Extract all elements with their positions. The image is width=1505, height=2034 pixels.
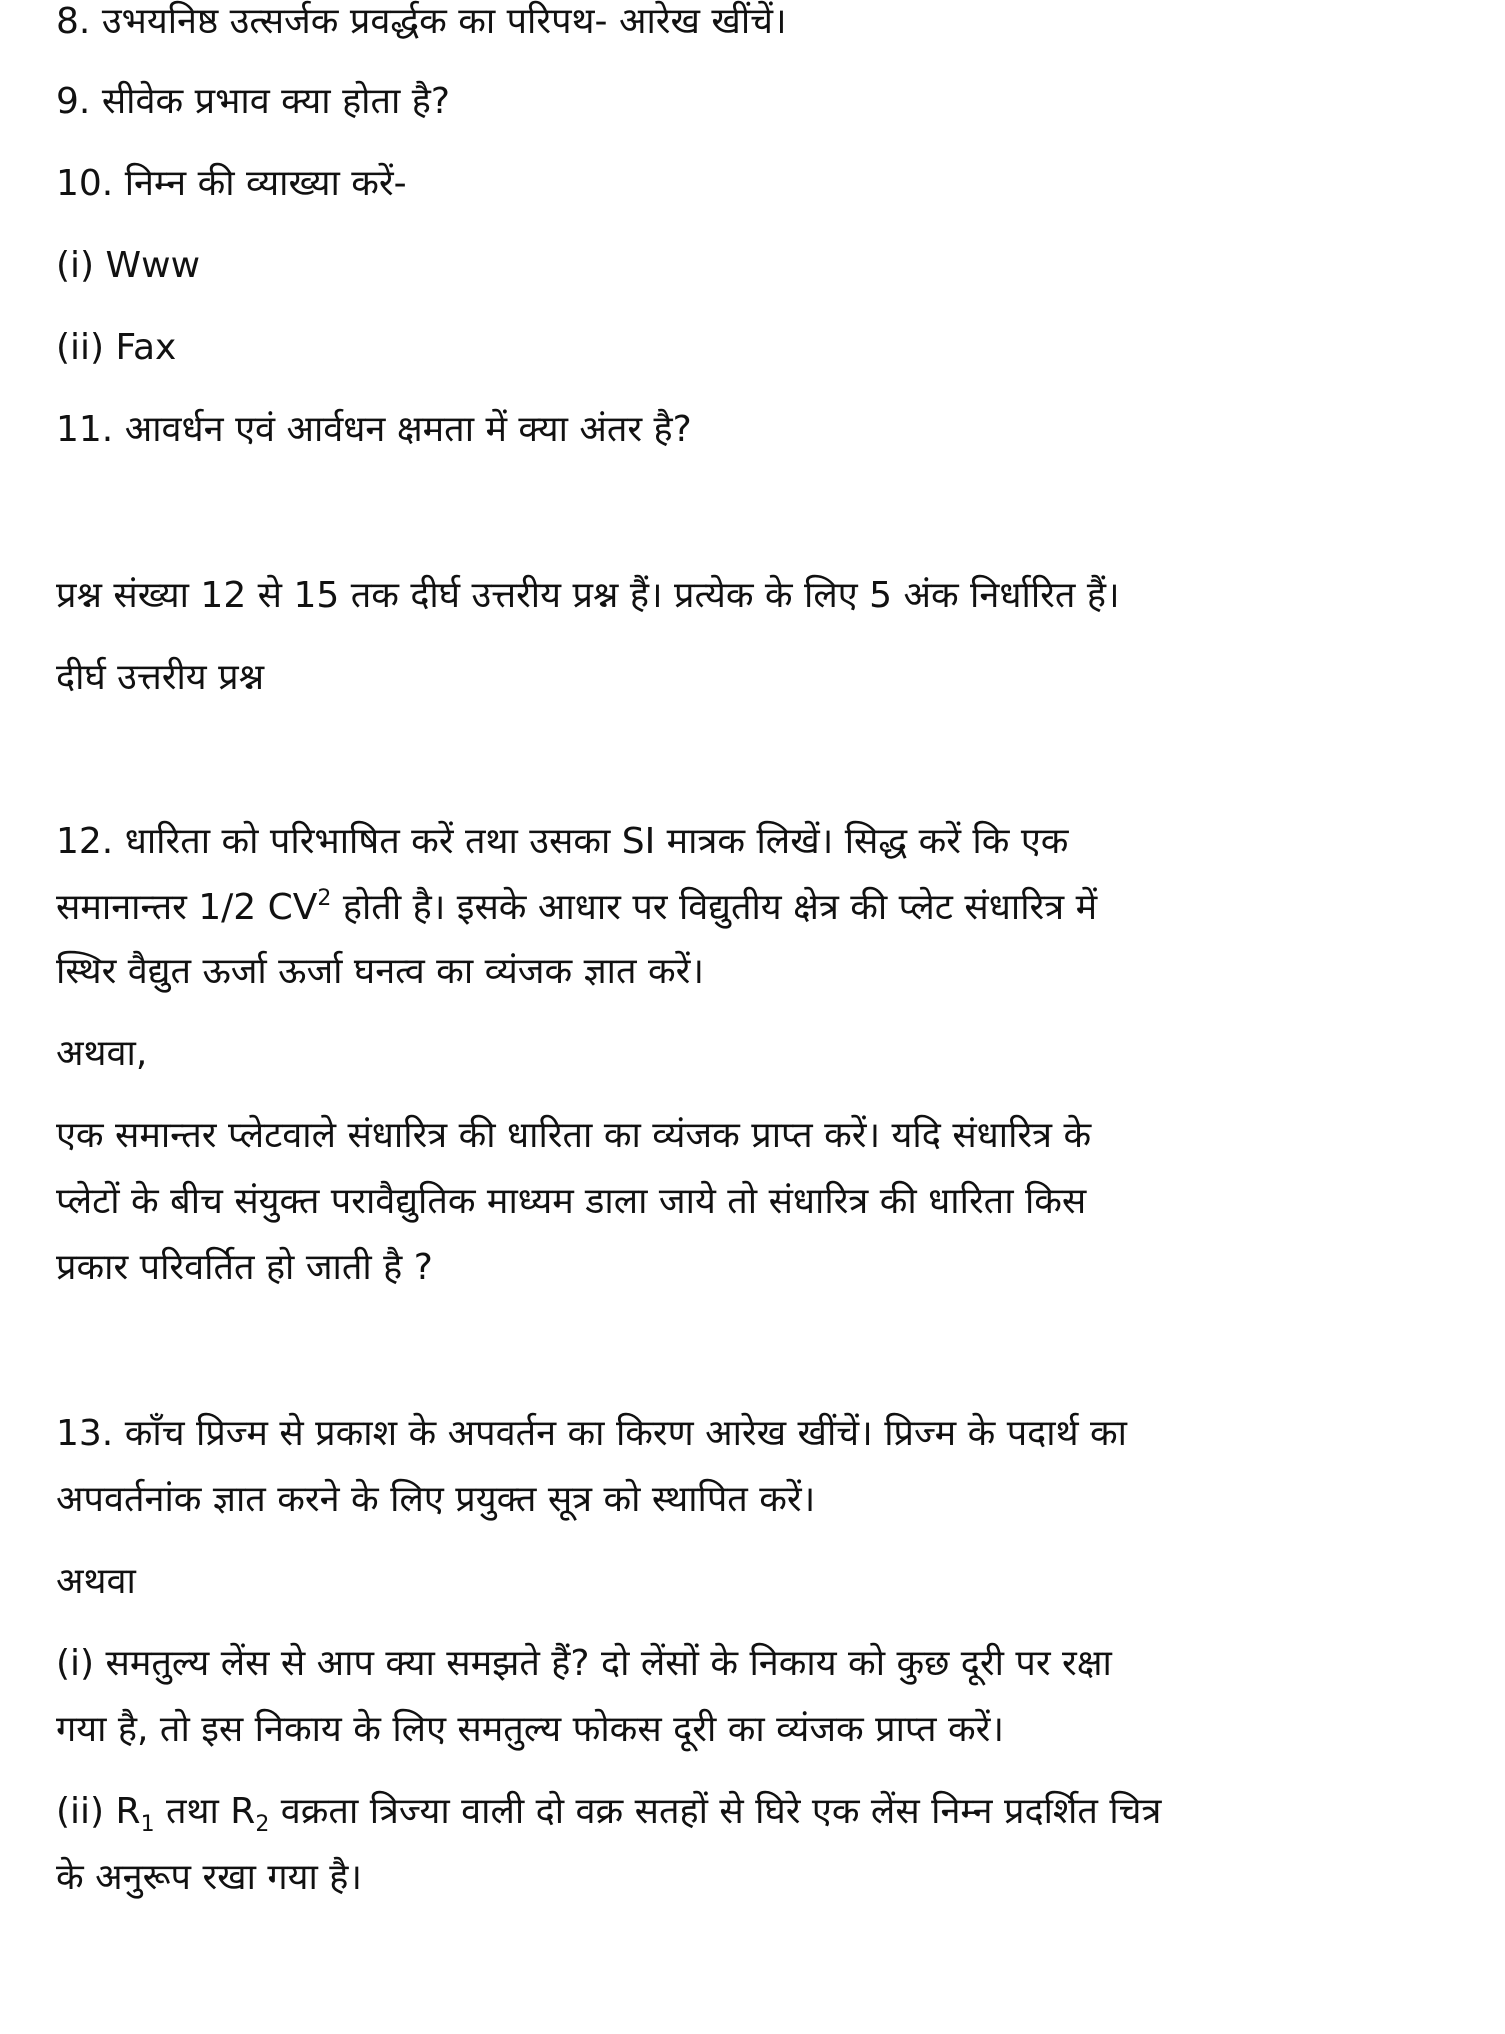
question-text: उभयनिष्ठ उत्सर्जक प्रवर्द्धक का परिपथ- आरेख खींचें। — [101, 1, 787, 42]
question-number: 10. — [56, 163, 114, 204]
question-text: वक्रता त्रिज्या वाली दो वक्र सतहों से घिरे एक लेंस निम्न प्रदर्शित चित्र — [269, 1791, 1162, 1832]
question-12-line-1 — [56, 818, 1068, 866]
question-text: काँच प्रिज्म से प्रकाश के अपवर्तन का किरण आरेख खींचें। प्रिज्म के पदार्थ का — [124, 1413, 1128, 1454]
section-instruction: प्रश्न संख्या 12 से 15 तक दीर्घ उत्तरीय प्रश्न हैं। प्रत्येक के लिए 5 अंक निर्धारित हैं। — [56, 575, 1120, 616]
subscript: 2 — [255, 1812, 270, 1837]
item-text: Www — [105, 245, 201, 286]
question-10 — [56, 160, 407, 208]
question-13-part-i-line-1: (i) समतुल्य लेंस से आप क्या समझते हैं? दो लेंसों के निकाय को कुछ दूरी पर रक्षा — [56, 1643, 1112, 1684]
item-label: (ii) — [56, 327, 105, 368]
question-13-part-i-line-2: गया है, तो इस निकाय के लिए समतुल्य फोकस दूरी का व्यंजक प्राप्त करें। — [56, 1709, 1004, 1750]
question-13-line-1 — [56, 1410, 1127, 1458]
question-number: 13. — [56, 1413, 114, 1454]
question-text: धारिता को परिभाषित करें तथा उसका SI मात्रक लिखें। सिद्ध करें कि एक — [124, 821, 1069, 862]
question-text: समानान्तर 1/2 CV — [56, 887, 318, 928]
question-text: सीवेक प्रभाव क्या होता है? — [101, 81, 451, 122]
question-text: निम्न की व्याख्या करें- — [124, 163, 407, 204]
question-10-item-ii — [56, 324, 176, 372]
section-heading: दीर्घ उत्तरीय प्रश्न — [56, 657, 265, 698]
question-number: 9. — [56, 81, 91, 122]
question-12-line-2 — [56, 884, 1097, 932]
question-11 — [56, 406, 692, 454]
question-text: (ii) R — [56, 1791, 141, 1832]
question-12-alt-line-3: प्रकार परिवर्तित हो जाती है ? — [56, 1247, 433, 1288]
question-13-line-2: अपवर्तनांक ज्ञात करने के लिए प्रयुक्त सूत्र को स्थापित करें। — [56, 1479, 816, 1520]
or-label: अथवा — [56, 1561, 136, 1602]
question-9 — [56, 78, 450, 126]
question-text: आवर्धन एवं आर्वधन क्षमता में क्या अंतर है? — [124, 409, 692, 450]
or-label: अथवा, — [56, 1033, 148, 1074]
superscript: 2 — [317, 886, 332, 911]
question-text: तथा R — [154, 1791, 256, 1832]
question-12-alt-line-2: प्लेटों के बीच संयुक्त परावैद्युतिक माध्यम डाला जाये तो संधारित्र की धारिता किस — [56, 1181, 1087, 1222]
question-text: होती है। इसके आधार पर विद्युतीय क्षेत्र की प्लेट संधारित्र में — [331, 887, 1098, 928]
question-13-part-ii-line-2: के अनुरूप रखा गया है। — [56, 1857, 363, 1898]
question-number: 12. — [56, 821, 114, 862]
subscript: 1 — [140, 1812, 155, 1837]
item-text: Fax — [115, 327, 177, 368]
question-10-item-i — [56, 242, 200, 290]
question-12-alt-line-1: एक समान्तर प्लेटवाले संधारित्र की धारिता का व्यंजक प्राप्त करें। यदि संधारित्र के — [56, 1115, 1092, 1156]
question-13-part-ii-line-1 — [56, 1788, 1161, 1836]
item-label: (i) — [56, 245, 95, 286]
question-number: 8. — [56, 1, 91, 42]
question-8 — [56, 0, 787, 46]
question-number: 11. — [56, 409, 114, 450]
question-12-line-3: स्थिर वैद्युत ऊर्जा ऊर्जा घनत्व का व्यंजक ज्ञात करें। — [56, 951, 704, 992]
